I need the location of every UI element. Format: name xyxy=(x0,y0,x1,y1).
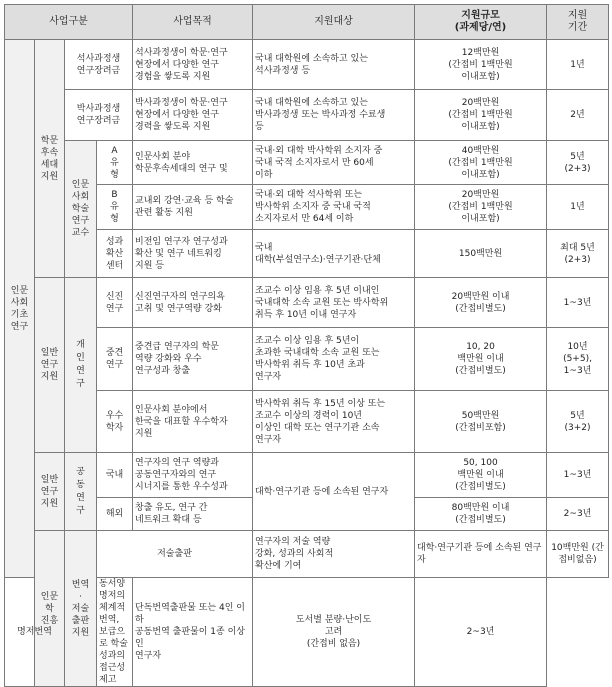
table-row xyxy=(5,453,609,498)
program-name: 해외 xyxy=(97,498,133,531)
program-purpose: 석사과정생이 학문·연구 현장에서 다양한 연구 경험을 쌓도록 지원 xyxy=(133,40,253,90)
program-name: 명저번역 xyxy=(5,578,65,687)
program-period: 2년 xyxy=(547,90,609,141)
group-academic-successor: 학문 후속 세대 지원 xyxy=(35,40,65,278)
program-name: B 유 형 xyxy=(97,185,133,230)
support-program-table xyxy=(4,4,609,687)
program-purpose: 인문사회 분야 학문후속세대의 연구 및 xyxy=(133,141,253,185)
program-target: 국내 대학(부설연구소)·연구기관·단체 xyxy=(253,230,415,278)
program-period: 5년 (3+2) xyxy=(547,391,609,453)
program-scale: 10백만원 (간접비없음) xyxy=(547,531,609,578)
program-name: 신진 연구 xyxy=(97,278,133,328)
header-scale: 지원규모 (과제당/연) xyxy=(415,5,547,40)
program-scale: 12백만원 (간접비 1백만원 이내포함) xyxy=(415,40,547,90)
program-purpose: 동서양 명저의 체계적 번역, 보급으로 학술 성과의 접근성 제고 xyxy=(97,578,133,687)
program-target: 박사학위 취득 후 15년 이상 또는 조교수 이상의 경력이 10년 이상인 대학 또는 연구기관 소속 연구자 xyxy=(253,391,415,453)
support-program-table-wrapper xyxy=(4,4,609,687)
table-row xyxy=(5,40,609,90)
program-purpose: 연구자의 연구 역량과 공동연구자와의 연구 시너지를 통한 우수성과 xyxy=(133,453,253,498)
program-name: 우수 학자 xyxy=(97,391,133,453)
table-row xyxy=(5,278,609,328)
program-scale: 10, 20 백만원 이내 (간접비별도) xyxy=(415,328,547,391)
program-period: 5년 (2+3) xyxy=(547,141,609,185)
program-purpose: 비전임 연구자 연구성과 확산 및 연구 네트워킹 지원 등 xyxy=(133,230,253,278)
program-scale: 50백만원 (간접비포함) xyxy=(415,391,547,453)
program-period: 최대 5년 (2+3) xyxy=(547,230,609,278)
program-purpose: 창출 유도, 연구 간 네트워크 확대 등 xyxy=(133,498,253,531)
program-period: 2~3년 xyxy=(415,578,547,687)
program-name: 석사과정생 연구장려금 xyxy=(65,40,133,90)
group-general-individual: 일반 연구 지원 xyxy=(35,278,65,453)
program-purpose: 교내외 강연·교육 등 학술 관련 활동 지원 xyxy=(133,185,253,230)
program-period: 2~3년 xyxy=(547,498,609,531)
program-target: 국내·외 대학 박사학위 소지자 중 국내 국적 소지자로서 만 60세 이하 xyxy=(253,141,415,185)
program-scale: 80백만원 이내 (간접비별도) xyxy=(415,498,547,531)
program-name: A 유 형 xyxy=(97,141,133,185)
program-period: 1~3년 xyxy=(547,453,609,498)
program-purpose: 박사과정생이 학문·연구 현장에서 다양한 연구 경력을 쌓도록 지원 xyxy=(133,90,253,141)
program-target: 국내 대학원에 소속하고 있는 박사과정생 또는 박사과정 수료생 등 xyxy=(253,90,415,141)
group-humanities-professor: 인문 사회 학술 연구 교수 xyxy=(65,141,97,278)
program-period: 1년 xyxy=(547,185,609,230)
group-joint-research: 공동연구 xyxy=(65,453,97,531)
group-humanities-spread: 인문 학 진흥 xyxy=(35,531,65,687)
program-period: 10년 (5+5), 1~3년 xyxy=(547,328,609,391)
program-scale: 50, 100 백만원 이내 (간접비별도) xyxy=(415,453,547,498)
program-name: 저술출판 xyxy=(97,531,253,578)
group-individual-research: 개인연구 xyxy=(65,278,97,453)
group-general-joint: 일반 연구 지원 xyxy=(35,453,65,531)
program-scale: 40백만원 (간접비 1백만원 이내포함) xyxy=(415,141,547,185)
program-target: 조교수 이상 임용 후 5년 이내인 국내대학 소속 교원 또는 박사학위 취득 후 10년 이내 연구자 xyxy=(253,278,415,328)
program-name: 성과 확산 센터 xyxy=(97,230,133,278)
header-row xyxy=(5,5,609,40)
header-target: 지원대상 xyxy=(253,5,415,40)
header-period: 지원 기간 xyxy=(547,5,609,40)
program-name: 박사과정생 연구장려금 xyxy=(65,90,133,141)
program-target: 조교수 이상 임용 후 5년이 초과한 국내대학 소속 교원 또는 박사학위 취득 후 10년 초과 연구자 xyxy=(253,328,415,391)
program-name: 국내 xyxy=(97,453,133,498)
group-translation-writing: 번역 · 저술 출판 지원 xyxy=(65,531,97,687)
program-purpose: 신진연구자의 연구의욕 고취 및 연구역량 강화 xyxy=(133,278,253,328)
program-scale: 20백만원 (간접비 1백만원 이내포함) xyxy=(415,90,547,141)
program-purpose: 연구자의 저술 역량 강화, 성과의 사회적 확산에 기여 xyxy=(253,531,415,578)
table-row xyxy=(5,90,609,141)
table-row xyxy=(5,141,609,185)
program-period: 1~3년 xyxy=(547,278,609,328)
program-period: 1년 xyxy=(547,40,609,90)
program-scale: 도서별 분량·난이도 고려 (간접비 없음) xyxy=(253,578,415,687)
table-row xyxy=(5,531,609,578)
program-target: 대학·연구기관 등에 소속된 연구자 xyxy=(253,453,415,531)
program-name: 중견 연구 xyxy=(97,328,133,391)
program-purpose: 인문사회 분야에서 한국을 대표할 우수학자 지원 xyxy=(133,391,253,453)
program-scale: 20백만원 이내 (간접비별도) xyxy=(415,278,547,328)
header-purpose: 사업목적 xyxy=(133,5,253,40)
program-target: 국내·외 대학 석사학위 또는 박사학위 소지자 중 국내 국적 소지자로서 만 64세 이하 xyxy=(253,185,415,230)
program-target: 국내 대학원에 소속하고 있는 석사과정생 등 xyxy=(253,40,415,90)
group-basic-research: 인문 사회 기초 연구 xyxy=(5,40,35,578)
header-category: 사업구분 xyxy=(5,5,133,40)
program-target: 대학·연구기관 등에 소속된 연구자 xyxy=(415,531,547,578)
program-target: 단독번역출판물 또는 4인 이하 공동번역 출판물이 1종 이상인 연구자 xyxy=(133,578,253,687)
program-purpose: 중견급 연구자의 학문 역량 강화와 우수 연구성과 창출 xyxy=(133,328,253,391)
program-scale: 20백만원 (간접비 1백만원 이내포함) xyxy=(415,185,547,230)
program-scale: 150백만원 xyxy=(415,230,547,278)
